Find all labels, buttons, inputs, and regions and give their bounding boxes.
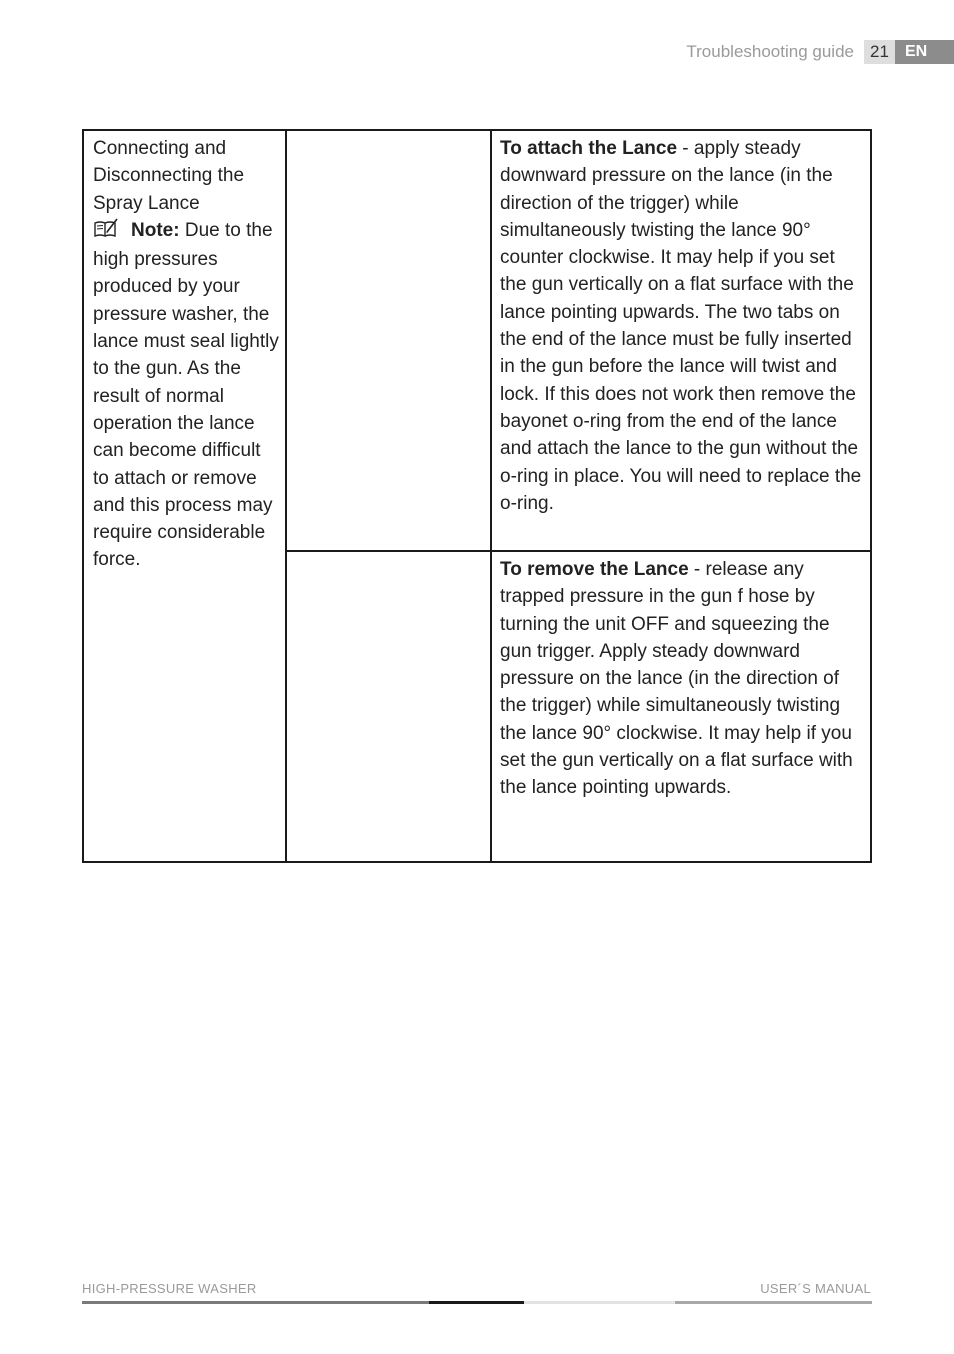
empty-cause-cell xyxy=(286,130,491,551)
empty-cause-cell xyxy=(286,551,491,862)
page-header xyxy=(0,40,954,64)
solution-lead: To attach the Lance xyxy=(500,138,678,159)
note-label: Note: xyxy=(131,219,180,241)
solution-lead: To remove the Lance xyxy=(500,559,689,580)
solution-text: - release any trapped pressure in the gun f hose by turning the unit OFF and squeezing the gun trigger. Apply steady downward pressure on the lance (in the direction of the trigger) while simultaneously twisting the lance 90° clockwise. It may help if you set the gun vertically on a flat surface with the lance pointing upwards. xyxy=(500,559,853,799)
footer-bar-segment xyxy=(524,1301,675,1304)
footer-product-name: HIGH-PRESSURE WASHER xyxy=(82,1281,257,1296)
issue-note xyxy=(93,217,279,574)
issue-cell xyxy=(83,130,286,862)
issue-title: Connecting and Disconnecting the Spray Lance xyxy=(93,138,245,214)
table-row xyxy=(83,130,871,551)
solution-cell-attach xyxy=(491,130,871,551)
note-text: Due to the high pressures produced by your pressure washer, the lance must seal lightly to the gun. As the result of normal operation the lance can become difficult to attach or remove and this process may require considerable force. xyxy=(93,219,279,571)
footer-bar-segment xyxy=(675,1301,872,1304)
language-badge: EN xyxy=(895,40,954,64)
book-pencil-icon xyxy=(93,218,119,246)
section-title: Troubleshooting guide xyxy=(686,42,854,61)
footer-manual-name: USER´S MANUAL xyxy=(760,1281,871,1296)
page-number: 21 xyxy=(864,40,895,64)
solution-text: - apply steady downward pressure on the lance (in the direction of the trigger) while simultaneously twisting the lance 90° counter clockwise. It may help if you set the gun vertically on a flat surface with the lance pointing upwards. The two tabs on the end of the lance must be fully inserted in the gun before the lance will twist and lock. If this does not work then remove the bayonet o-ring from the end of the lance and attach the lance to the gun without the o-ring in place. You will need to replace the o-ring. xyxy=(500,138,862,514)
footer-bar-segment xyxy=(82,1301,429,1304)
footer-bar-segment xyxy=(429,1301,524,1304)
solution-cell-remove xyxy=(491,551,871,862)
troubleshooting-table xyxy=(82,129,872,863)
